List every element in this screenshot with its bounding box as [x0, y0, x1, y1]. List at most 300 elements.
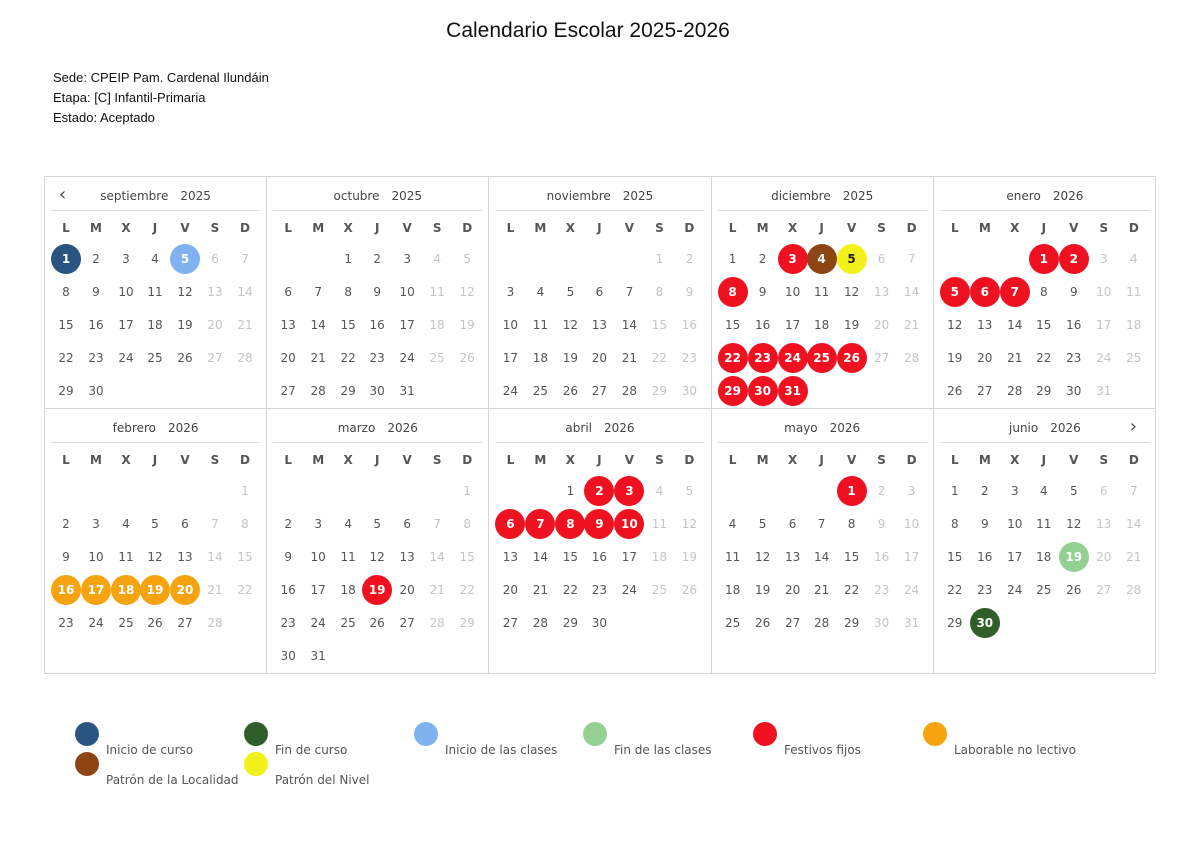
day-cell[interactable]: 23 — [58, 616, 74, 630]
day-cell[interactable]: 18 — [724, 583, 741, 597]
day-cell[interactable]: 15 — [1036, 318, 1052, 332]
day-cell[interactable]: 12 — [147, 550, 163, 564]
day-cell[interactable]: 8 — [463, 517, 471, 531]
day-cell[interactable]: 21 — [813, 583, 830, 597]
day-cell[interactable]: 30 — [1066, 384, 1082, 398]
day-cell[interactable]: 8 — [241, 517, 249, 531]
day-cell[interactable]: 15 — [843, 550, 860, 564]
day-cell[interactable]: 20 — [502, 583, 519, 597]
day-cell[interactable]: 25 — [532, 384, 549, 398]
day-cell[interactable]: 23 — [369, 351, 385, 365]
day-cell[interactable]: 24 — [399, 351, 415, 365]
day-cell[interactable]: 29 — [843, 616, 860, 630]
day-cell[interactable]: 12 — [1066, 517, 1082, 531]
day-cell[interactable]: 13 — [1096, 517, 1112, 531]
day-cell[interactable]: 10 — [502, 318, 519, 332]
day-cell[interactable]: 22 — [58, 351, 74, 365]
day-cell[interactable]: 27 — [1096, 583, 1112, 597]
day-cell[interactable]: 12 — [369, 550, 385, 564]
day-cell[interactable]: 10 — [1007, 517, 1023, 531]
day-cell[interactable]: 6 — [877, 252, 886, 266]
day-cell[interactable]: 22 — [1036, 351, 1052, 365]
day-cell[interactable]: 26 — [369, 616, 385, 630]
day-cell[interactable]: 19 — [754, 583, 771, 597]
day-cell[interactable]: 20 — [977, 351, 993, 365]
day-cell[interactable]: 28 — [1126, 583, 1142, 597]
day-cell[interactable]: 23 — [873, 583, 890, 597]
day-cell[interactable]: 14 — [310, 318, 326, 332]
day-cell[interactable]: 16 — [591, 550, 608, 564]
day-cell[interactable]: 14 — [207, 550, 223, 564]
day-cell[interactable]: 3 — [1010, 484, 1019, 498]
day-cell[interactable]: 16 — [88, 318, 104, 332]
day-cell[interactable]: 30 — [591, 616, 608, 630]
day-cell[interactable]: 12 — [177, 285, 193, 299]
day-cell[interactable]: 16 — [754, 318, 771, 332]
day-cell[interactable]: 25 — [118, 616, 134, 630]
day-cell[interactable]: 1 — [728, 252, 737, 266]
prev-month-button[interactable]: ‹ — [59, 184, 67, 205]
day-cell[interactable]: 28 — [237, 351, 253, 365]
day-cell[interactable]: 11 — [1036, 517, 1052, 531]
day-cell[interactable]: 15 — [459, 550, 475, 564]
day-cell[interactable]: 15 — [724, 318, 741, 332]
day-cell[interactable]: 30 — [280, 649, 296, 663]
day-cell[interactable]: 24 — [1007, 583, 1023, 597]
day-cell-inicio-curso[interactable]: 1 — [51, 244, 81, 274]
day-cell[interactable]: 25 — [1126, 351, 1142, 365]
day-cell[interactable]: 8 — [344, 285, 352, 299]
day-cell-fin-clases[interactable]: 19 — [1059, 542, 1089, 572]
day-cell[interactable]: 27 — [784, 616, 801, 630]
day-cell[interactable]: 6 — [595, 285, 604, 299]
day-cell-laborable[interactable]: 18 — [111, 575, 141, 605]
day-cell[interactable]: 5 — [685, 484, 694, 498]
day-cell[interactable]: 12 — [681, 517, 698, 531]
day-cell[interactable]: 2 — [373, 252, 381, 266]
day-cell-festivos[interactable]: 10 — [614, 509, 644, 539]
day-cell-festivos[interactable]: 29 — [718, 376, 748, 406]
day-cell[interactable]: 4 — [536, 285, 545, 299]
day-cell[interactable]: 11 — [532, 318, 549, 332]
day-cell[interactable]: 21 — [1007, 351, 1023, 365]
day-cell[interactable]: 13 — [177, 550, 193, 564]
day-cell-festivos[interactable]: 9 — [584, 509, 614, 539]
day-cell[interactable]: 22 — [237, 583, 253, 597]
day-cell[interactable]: 28 — [429, 616, 445, 630]
day-cell[interactable]: 14 — [903, 285, 920, 299]
day-cell[interactable]: 18 — [429, 318, 445, 332]
day-cell[interactable]: 27 — [502, 616, 519, 630]
day-cell[interactable]: 28 — [813, 616, 830, 630]
day-cell[interactable]: 17 — [1007, 550, 1023, 564]
day-cell[interactable]: 23 — [591, 583, 608, 597]
day-cell[interactable]: 9 — [373, 285, 381, 299]
day-cell[interactable]: 17 — [118, 318, 134, 332]
next-month-button[interactable]: › — [1129, 416, 1137, 437]
day-cell[interactable]: 11 — [651, 517, 668, 531]
day-cell-festivos[interactable]: 6 — [495, 509, 525, 539]
day-cell-festivos[interactable]: 2 — [584, 476, 614, 506]
day-cell[interactable]: 11 — [340, 550, 356, 564]
day-cell[interactable]: 1 — [344, 252, 352, 266]
day-cell[interactable]: 30 — [369, 384, 385, 398]
day-cell[interactable]: 6 — [1099, 484, 1108, 498]
day-cell[interactable]: 23 — [681, 351, 698, 365]
day-cell[interactable]: 11 — [118, 550, 134, 564]
day-cell[interactable]: 19 — [459, 318, 475, 332]
day-cell[interactable]: 15 — [947, 550, 963, 564]
day-cell[interactable]: 5 — [758, 517, 767, 531]
day-cell[interactable]: 5 — [1069, 484, 1078, 498]
day-cell[interactable]: 28 — [1007, 384, 1023, 398]
day-cell[interactable]: 29 — [947, 616, 963, 630]
day-cell[interactable]: 11 — [1126, 285, 1142, 299]
day-cell[interactable]: 16 — [873, 550, 890, 564]
day-cell[interactable]: 31 — [399, 384, 415, 398]
day-cell[interactable]: 12 — [754, 550, 771, 564]
day-cell[interactable]: 2 — [62, 517, 70, 531]
day-cell[interactable]: 28 — [207, 616, 223, 630]
day-cell[interactable]: 13 — [591, 318, 608, 332]
day-cell[interactable]: 17 — [399, 318, 415, 332]
day-cell[interactable]: 23 — [977, 583, 993, 597]
day-cell[interactable]: 10 — [784, 285, 801, 299]
day-cell-festivos[interactable]: 2 — [1059, 244, 1089, 274]
day-cell[interactable]: 23 — [1066, 351, 1082, 365]
day-cell-festivos[interactable]: 25 — [807, 343, 837, 373]
day-cell[interactable]: 16 — [369, 318, 385, 332]
day-cell[interactable]: 8 — [655, 285, 664, 299]
day-cell[interactable]: 19 — [843, 318, 860, 332]
day-cell[interactable]: 30 — [873, 616, 890, 630]
day-cell[interactable]: 26 — [681, 583, 698, 597]
day-cell[interactable]: 10 — [903, 517, 920, 531]
day-cell[interactable]: 8 — [847, 517, 856, 531]
day-cell[interactable]: 24 — [118, 351, 134, 365]
day-cell[interactable]: 28 — [310, 384, 326, 398]
day-cell[interactable]: 4 — [728, 517, 737, 531]
day-cell[interactable]: 21 — [903, 318, 920, 332]
day-cell[interactable]: 5 — [151, 517, 159, 531]
day-cell[interactable]: 4 — [151, 252, 159, 266]
day-cell[interactable]: 20 — [1096, 550, 1112, 564]
day-cell[interactable]: 29 — [651, 384, 668, 398]
day-cell[interactable]: 10 — [399, 285, 415, 299]
day-cell[interactable]: 18 — [147, 318, 163, 332]
day-cell[interactable]: 17 — [903, 550, 920, 564]
day-cell[interactable]: 27 — [591, 384, 608, 398]
day-cell-festivos[interactable]: 26 — [837, 343, 867, 373]
day-cell[interactable]: 24 — [88, 616, 104, 630]
day-cell-fin-curso[interactable]: 30 — [970, 608, 1000, 638]
day-cell-festivos[interactable]: 23 — [748, 343, 778, 373]
day-cell[interactable]: 26 — [459, 351, 475, 365]
day-cell[interactable]: 21 — [207, 583, 223, 597]
day-cell[interactable]: 1 — [566, 484, 575, 498]
day-cell[interactable]: 7 — [314, 285, 322, 299]
day-cell[interactable]: 2 — [92, 252, 100, 266]
day-cell[interactable]: 14 — [429, 550, 445, 564]
day-cell[interactable]: 27 — [399, 616, 415, 630]
day-cell[interactable]: 22 — [459, 583, 475, 597]
day-cell-festivos[interactable]: 7 — [525, 509, 555, 539]
day-cell[interactable]: 17 — [502, 351, 519, 365]
day-cell[interactable]: 6 — [181, 517, 189, 531]
day-cell[interactable]: 22 — [340, 351, 356, 365]
day-cell[interactable]: 30 — [681, 384, 698, 398]
day-cell[interactable]: 15 — [58, 318, 74, 332]
day-cell[interactable]: 27 — [280, 384, 296, 398]
day-cell[interactable]: 16 — [280, 583, 296, 597]
day-cell[interactable]: 6 — [284, 285, 292, 299]
day-cell[interactable]: 13 — [502, 550, 519, 564]
day-cell[interactable]: 22 — [651, 351, 668, 365]
day-cell[interactable]: 2 — [758, 252, 767, 266]
day-cell[interactable]: 2 — [877, 484, 886, 498]
day-cell[interactable]: 21 — [1126, 550, 1142, 564]
day-cell-festivos[interactable]: 6 — [970, 277, 1000, 307]
day-cell[interactable]: 16 — [977, 550, 993, 564]
day-cell[interactable]: 9 — [877, 517, 886, 531]
day-cell[interactable]: 26 — [1066, 583, 1082, 597]
day-cell[interactable]: 27 — [873, 351, 890, 365]
day-cell[interactable]: 25 — [724, 616, 741, 630]
day-cell[interactable]: 25 — [340, 616, 356, 630]
day-cell[interactable]: 8 — [62, 285, 70, 299]
day-cell[interactable]: 29 — [340, 384, 356, 398]
day-cell[interactable]: 26 — [177, 351, 193, 365]
day-cell[interactable]: 14 — [532, 550, 549, 564]
day-cell[interactable]: 23 — [280, 616, 296, 630]
day-cell[interactable]: 27 — [177, 616, 193, 630]
day-cell[interactable]: 22 — [562, 583, 579, 597]
day-cell[interactable]: 20 — [399, 583, 415, 597]
day-cell[interactable]: 18 — [1126, 318, 1142, 332]
day-cell[interactable]: 29 — [58, 384, 74, 398]
day-cell[interactable]: 29 — [1036, 384, 1052, 398]
day-cell[interactable]: 24 — [621, 583, 638, 597]
day-cell[interactable]: 5 — [463, 252, 471, 266]
day-cell[interactable]: 7 — [241, 252, 249, 266]
day-cell[interactable]: 17 — [621, 550, 638, 564]
day-cell[interactable]: 11 — [724, 550, 741, 564]
day-cell[interactable]: 20 — [784, 583, 801, 597]
day-cell[interactable]: 18 — [1036, 550, 1052, 564]
day-cell[interactable]: 28 — [532, 616, 549, 630]
day-cell[interactable]: 4 — [433, 252, 441, 266]
day-cell[interactable]: 7 — [1129, 484, 1138, 498]
day-cell[interactable]: 9 — [980, 517, 989, 531]
day-cell-festivos[interactable]: 5 — [940, 277, 970, 307]
day-cell[interactable]: 9 — [1069, 285, 1078, 299]
day-cell[interactable]: 29 — [459, 616, 475, 630]
day-cell-laborable[interactable]: 17 — [81, 575, 111, 605]
day-cell[interactable]: 26 — [562, 384, 579, 398]
day-cell[interactable]: 17 — [784, 318, 801, 332]
day-cell[interactable]: 8 — [1039, 285, 1048, 299]
day-cell[interactable]: 2 — [284, 517, 292, 531]
day-cell[interactable]: 16 — [1066, 318, 1082, 332]
day-cell[interactable]: 13 — [784, 550, 801, 564]
day-cell[interactable]: 20 — [591, 351, 608, 365]
day-cell[interactable]: 17 — [1096, 318, 1112, 332]
day-cell-festivos[interactable]: 1 — [837, 476, 867, 506]
day-cell[interactable]: 13 — [280, 318, 296, 332]
day-cell[interactable]: 14 — [1007, 318, 1023, 332]
day-cell[interactable]: 21 — [429, 583, 445, 597]
day-cell[interactable]: 21 — [621, 351, 638, 365]
day-cell[interactable]: 15 — [237, 550, 253, 564]
day-cell[interactable]: 3 — [403, 252, 411, 266]
day-cell[interactable]: 3 — [506, 285, 515, 299]
day-cell[interactable]: 24 — [903, 583, 920, 597]
day-cell[interactable]: 7 — [625, 285, 634, 299]
day-cell[interactable]: 1 — [950, 484, 959, 498]
day-cell[interactable]: 31 — [310, 649, 326, 663]
day-cell[interactable]: 12 — [562, 318, 579, 332]
day-cell[interactable]: 18 — [532, 351, 549, 365]
day-cell[interactable]: 25 — [147, 351, 163, 365]
day-cell[interactable]: 24 — [1096, 351, 1112, 365]
day-cell[interactable]: 15 — [340, 318, 356, 332]
day-cell[interactable]: 17 — [310, 583, 326, 597]
day-cell[interactable]: 21 — [310, 351, 326, 365]
day-cell-laborable[interactable]: 20 — [170, 575, 200, 605]
day-cell[interactable]: 19 — [562, 351, 579, 365]
day-cell[interactable]: 18 — [340, 583, 356, 597]
day-cell[interactable]: 6 — [211, 252, 219, 266]
day-cell[interactable]: 11 — [813, 285, 830, 299]
day-cell[interactable]: 1 — [655, 252, 664, 266]
day-cell[interactable]: 4 — [1039, 484, 1048, 498]
day-cell[interactable]: 10 — [1096, 285, 1112, 299]
day-cell[interactable]: 2 — [685, 252, 694, 266]
day-cell[interactable]: 9 — [685, 285, 694, 299]
day-cell[interactable]: 20 — [207, 318, 223, 332]
day-cell[interactable]: 29 — [562, 616, 579, 630]
day-cell[interactable]: 24 — [502, 384, 519, 398]
day-cell[interactable]: 20 — [873, 318, 890, 332]
day-cell[interactable]: 21 — [237, 318, 253, 332]
day-cell[interactable]: 19 — [681, 550, 698, 564]
day-cell[interactable]: 5 — [566, 285, 575, 299]
day-cell[interactable]: 21 — [532, 583, 549, 597]
day-cell-festivos[interactable]: 1 — [1029, 244, 1059, 274]
day-cell[interactable]: 3 — [1099, 252, 1108, 266]
day-cell[interactable]: 14 — [621, 318, 638, 332]
day-cell[interactable]: 24 — [310, 616, 326, 630]
day-cell[interactable]: 9 — [62, 550, 70, 564]
day-cell[interactable]: 9 — [284, 550, 292, 564]
day-cell[interactable]: 20 — [280, 351, 296, 365]
day-cell[interactable]: 12 — [843, 285, 860, 299]
day-cell[interactable]: 26 — [147, 616, 163, 630]
day-cell[interactable]: 16 — [681, 318, 698, 332]
day-cell-inicio-clases[interactable]: 5 — [170, 244, 200, 274]
day-cell[interactable]: 22 — [843, 583, 860, 597]
day-cell[interactable]: 11 — [429, 285, 445, 299]
day-cell-festivos[interactable]: 8 — [555, 509, 585, 539]
day-cell[interactable]: 4 — [344, 517, 352, 531]
day-cell-festivos[interactable]: 19 — [362, 575, 392, 605]
day-cell[interactable]: 14 — [813, 550, 830, 564]
day-cell[interactable]: 27 — [207, 351, 223, 365]
day-cell[interactable]: 27 — [977, 384, 993, 398]
day-cell-festivos[interactable]: 8 — [718, 277, 748, 307]
day-cell[interactable]: 12 — [459, 285, 475, 299]
day-cell[interactable]: 28 — [903, 351, 920, 365]
day-cell[interactable]: 8 — [950, 517, 959, 531]
day-cell[interactable]: 19 — [177, 318, 193, 332]
day-cell[interactable]: 13 — [207, 285, 223, 299]
day-cell-festivos[interactable]: 22 — [718, 343, 748, 373]
day-cell[interactable]: 31 — [1096, 384, 1112, 398]
day-cell[interactable]: 25 — [429, 351, 445, 365]
day-cell[interactable]: 14 — [237, 285, 253, 299]
day-cell[interactable]: 22 — [947, 583, 963, 597]
day-cell[interactable]: 3 — [907, 484, 916, 498]
day-cell-festivos[interactable]: 31 — [778, 376, 808, 406]
day-cell[interactable]: 15 — [651, 318, 668, 332]
day-cell[interactable]: 23 — [88, 351, 104, 365]
day-cell[interactable]: 28 — [621, 384, 638, 398]
day-cell[interactable]: 13 — [873, 285, 890, 299]
day-cell[interactable]: 10 — [310, 550, 326, 564]
day-cell[interactable]: 3 — [122, 252, 130, 266]
day-cell[interactable]: 7 — [433, 517, 441, 531]
day-cell[interactable]: 19 — [947, 351, 963, 365]
day-cell-festivos[interactable]: 30 — [748, 376, 778, 406]
day-cell[interactable]: 15 — [562, 550, 579, 564]
day-cell[interactable]: 11 — [147, 285, 163, 299]
day-cell[interactable]: 9 — [758, 285, 767, 299]
day-cell[interactable]: 14 — [1126, 517, 1142, 531]
day-cell[interactable]: 3 — [92, 517, 100, 531]
day-cell[interactable]: 7 — [211, 517, 219, 531]
day-cell-festivos[interactable]: 24 — [778, 343, 808, 373]
day-cell[interactable]: 31 — [903, 616, 920, 630]
day-cell[interactable]: 10 — [118, 285, 134, 299]
day-cell[interactable]: 26 — [947, 384, 963, 398]
day-cell[interactable]: 12 — [947, 318, 963, 332]
day-cell[interactable]: 1 — [241, 484, 249, 498]
day-cell-festivos[interactable]: 3 — [614, 476, 644, 506]
day-cell-laborable[interactable]: 19 — [140, 575, 170, 605]
day-cell[interactable]: 4 — [655, 484, 664, 498]
day-cell-patron-nivel[interactable]: 5 — [837, 244, 867, 274]
day-cell[interactable]: 10 — [88, 550, 104, 564]
day-cell-patron-localidad[interactable]: 4 — [807, 244, 837, 274]
day-cell[interactable]: 25 — [651, 583, 668, 597]
day-cell[interactable]: 13 — [977, 318, 993, 332]
day-cell-festivos[interactable]: 3 — [778, 244, 808, 274]
day-cell[interactable]: 18 — [813, 318, 830, 332]
day-cell[interactable]: 25 — [1036, 583, 1052, 597]
day-cell-laborable[interactable]: 16 — [51, 575, 81, 605]
day-cell[interactable]: 5 — [373, 517, 381, 531]
day-cell[interactable]: 9 — [92, 285, 100, 299]
day-cell[interactable]: 26 — [754, 616, 771, 630]
day-cell[interactable]: 7 — [907, 252, 916, 266]
day-cell[interactable]: 4 — [122, 517, 130, 531]
day-cell[interactable]: 30 — [88, 384, 104, 398]
day-cell[interactable]: 6 — [788, 517, 797, 531]
day-cell[interactable]: 2 — [980, 484, 989, 498]
day-cell[interactable]: 7 — [817, 517, 826, 531]
day-cell[interactable]: 4 — [1129, 252, 1138, 266]
day-cell[interactable]: 6 — [403, 517, 411, 531]
